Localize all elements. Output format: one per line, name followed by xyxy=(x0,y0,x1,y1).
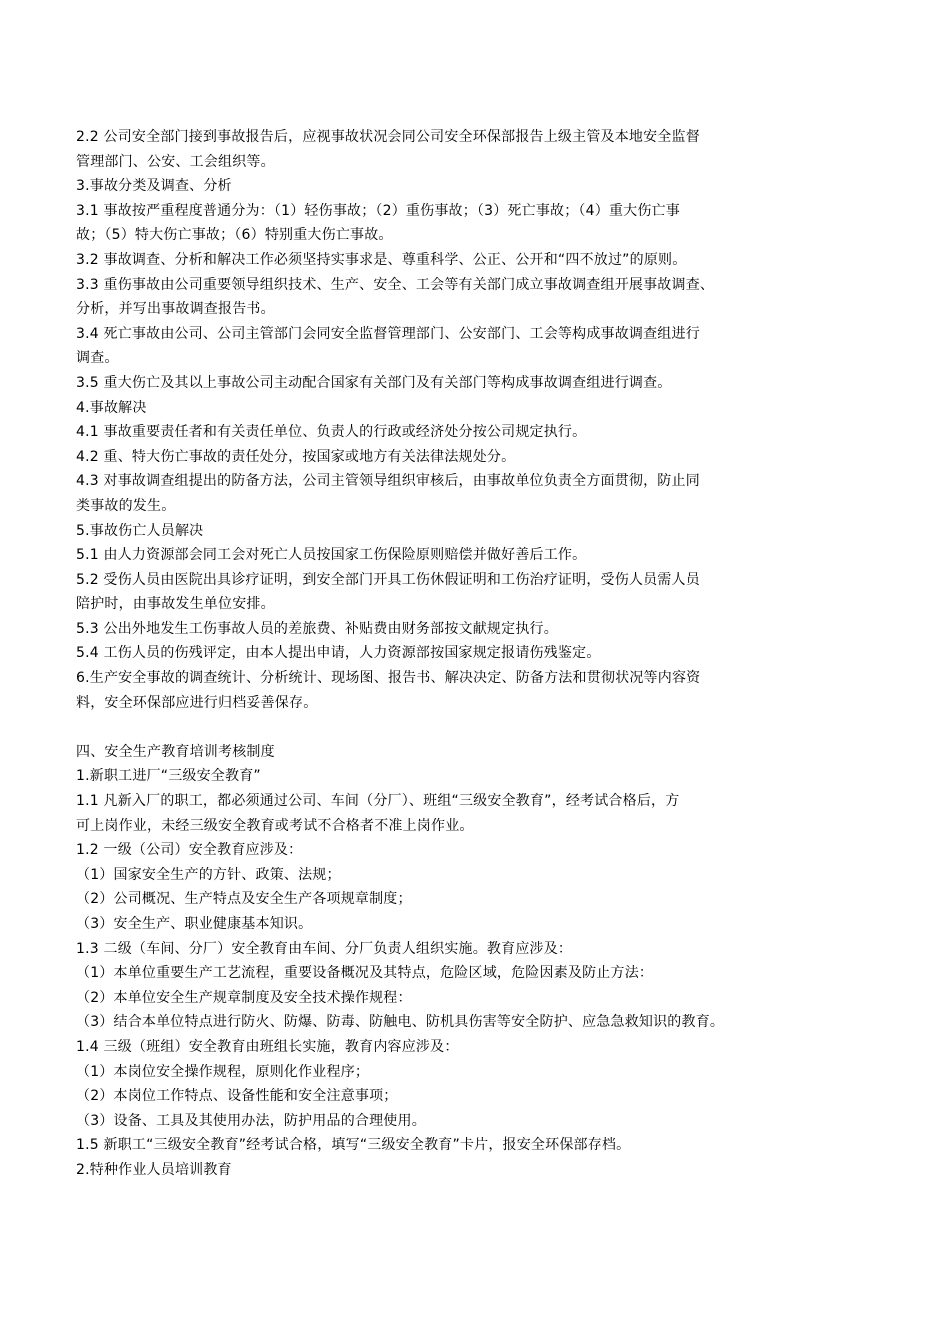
text-line: 4.1 事故重要责任者和有关责任单位、负责人的行政或经济处分按公司规定执行。 xyxy=(76,424,587,441)
text-line: 5.2 受伤人员由医院出具诊疗证明，到安全部门开具工伤休假证明和工伤治疗证明，受伤人员需人员 xyxy=(76,571,700,588)
text-line: 类事故的发生。 xyxy=(76,497,176,514)
section-heading: 2.特种作业人员培训教育 xyxy=(76,1161,232,1178)
text-line: 故；（5）特大伤亡事故；（6）特别重大伤亡事故。 xyxy=(76,227,393,244)
text-line: 4.2 重、特大伤亡事故的责任处分，按国家或地方有关法律法规处分。 xyxy=(76,448,516,465)
text-line: 3.3 重伤事故由公司重要领导组织技术、生产、安全、工会等有关部门成立事故调查组开展事故调查、 xyxy=(76,276,715,293)
text-line: 管理部门、公安、工会组织等。 xyxy=(76,153,275,170)
text-line: 5.4 工伤人员的伤残评定，由本人提出申请，人力资源部按国家规定报请伤残鉴定。 xyxy=(76,645,601,662)
text-line: 调查。 xyxy=(76,350,119,367)
list-item: （2）本单位安全生产规章制度及安全技术操作规程： xyxy=(76,989,412,1006)
section-heading: 1.新职工进厂“三级安全教育” xyxy=(76,768,261,785)
chapter-heading: 四、安全生产教育培训考核制度 xyxy=(76,743,275,760)
list-item: （2）公司概况、生产特点及安全生产各项规章制度； xyxy=(76,891,412,908)
list-item: （3）结合本单位特点进行防火、防爆、防毒、防触电、防机具伤害等安全防护、应急急救知识的教育。 xyxy=(76,1014,725,1031)
text-line: 1.4 三级（班组）安全教育由班组长实施，教育内容应涉及： xyxy=(76,1038,459,1055)
text-line: 1.3 二级（车间、分厂）安全教育由车间、分厂负责人组织实施。教育应涉及： xyxy=(76,940,573,957)
text-line: 2.2 公司安全部门接到事故报告后，应视事故状况会同公司安全环保部报告上级主管及本地安全监督 xyxy=(76,129,700,145)
text-line: 3.1 事故按严重程度普通分为：（1）轻伤事故；（2）重伤事故；（3）死亡事故；（4）重大伤亡事 xyxy=(76,202,680,219)
list-item: （1）本单位重要生产工艺流程，重要设备概况及其特点，危险区域，危险因素及防止方法： xyxy=(76,965,654,982)
section-heading: 3.事故分类及调查、分析 xyxy=(76,178,232,195)
text-line: 陪护时，由事故发生单位安排。 xyxy=(76,596,275,613)
list-item: （1）本岗位安全操作规程，原则化作业程序； xyxy=(76,1063,370,1080)
list-item: （3）安全生产、职业健康基本知识。 xyxy=(76,916,313,932)
text-line: 5.3 公出外地发生工伤事故人员的差旅费、补贴费由财务部按文献规定执行。 xyxy=(76,620,558,637)
text-line: 可上岗作业，未经三级安全教育或考试不合格者不准上岗作业。 xyxy=(76,817,474,834)
text-line: 3.2 事故调查、分析和解决工作必须坚持实事求是、尊重科学、公正、公开和“四不放过”的原则。 xyxy=(76,251,687,268)
text-line: 5.1 由人力资源部会同工会对死亡人员按国家工伤保险原则赔偿并做好善后工作。 xyxy=(76,547,587,564)
text-line: 6.生产安全事故的调查统计、分析统计、现场图、报告书、解决决定、防备方法和贯彻状况等内容资 xyxy=(76,670,701,687)
text-line: 分析，并写出事故调查报告书。 xyxy=(76,301,275,318)
text-line: 料，安全环保部应进行归档妥善保存。 xyxy=(76,694,318,711)
document-body xyxy=(76,125,846,1183)
text-line: 3.5 重大伤亡及其以上事故公司主动配合国家有关部门及有关部门等构成事故调查组进行调查。 xyxy=(76,374,672,391)
text-line: 1.1 凡新入厂的职工，都必须通过公司、车间（分厂）、班组“三级安全教育”，经考试合格后，方 xyxy=(76,793,680,810)
section-heading: 4.事故解决 xyxy=(76,399,147,416)
text-line: 1.2 一级（公司）安全教育应涉及： xyxy=(76,842,303,859)
text-line: 1.5 新职工“三级安全教育”经考试合格，填写“三级安全教育”卡片，报安全环保部存档。 xyxy=(76,1137,631,1154)
list-item: （1）国家安全生产的方针、政策、法规； xyxy=(76,866,341,883)
blank-line xyxy=(76,715,846,740)
text-line: 4.3 对事故调查组提出的防备方法，公司主管领导组织审核后，由事故单位负责全方面贯彻，防止同 xyxy=(76,473,700,490)
list-item: （2）本岗位工作特点、设备性能和安全注意事项； xyxy=(76,1088,398,1105)
list-item: （3）设备、工具及其使用办法，防护用品的合理使用。 xyxy=(76,1112,426,1129)
text-line: 3.4 死亡事故由公司、公司主管部门会同安全监督管理部门、公安部门、工会等构成事故调查组进行 xyxy=(76,325,700,342)
section-heading: 5.事故伤亡人员解决 xyxy=(76,522,204,539)
